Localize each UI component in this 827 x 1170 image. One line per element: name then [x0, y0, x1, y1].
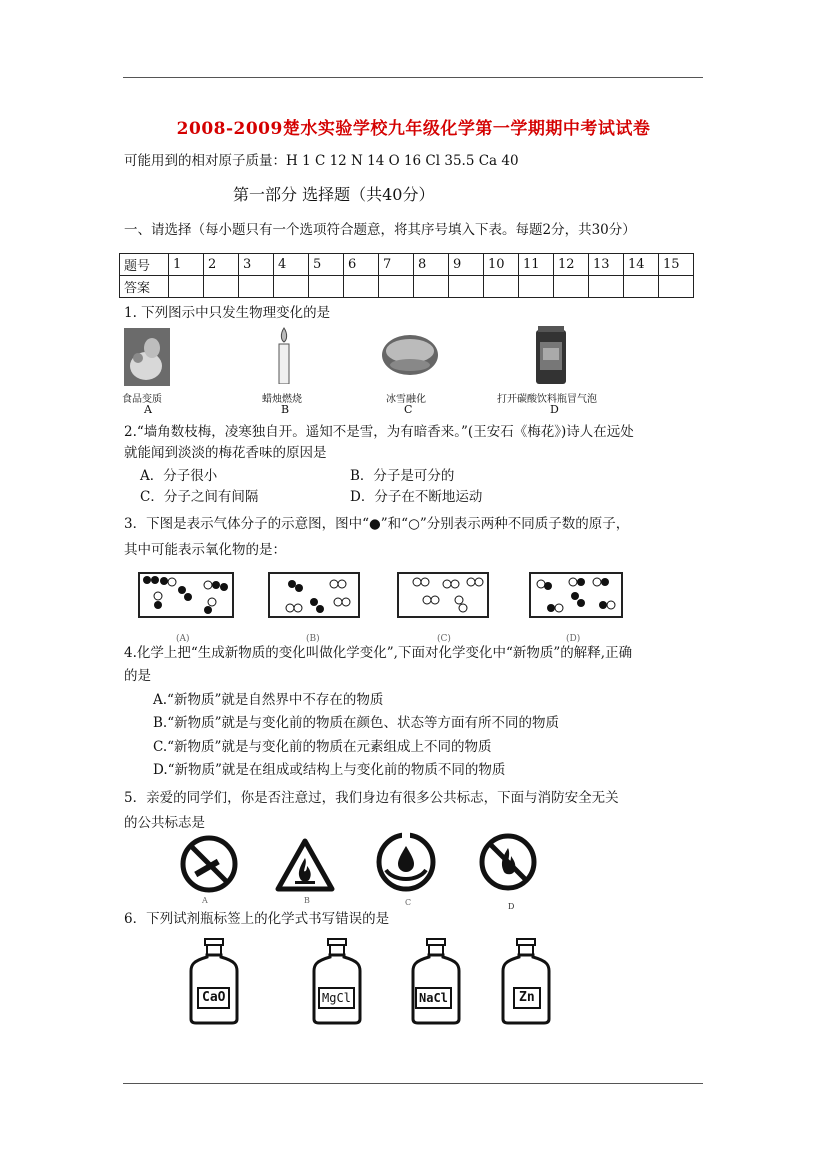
q-number-cell: 15 [659, 254, 694, 276]
row-label-number: 题号 [120, 254, 169, 276]
q1-caption-a: 食品变质 [122, 394, 162, 405]
q4-stem-line1: 4.化学上把“生成新物质的变化叫做化学变化”,下面对化学变化中“新物质”的解释,正确 [124, 645, 633, 661]
q5-letter-b: B [304, 896, 310, 905]
answer-cell[interactable] [239, 276, 274, 298]
q3-letter-b: (B) [306, 634, 320, 644]
q5-stem-line1: 5．亲爱的同学们，你是否注意过，我们身边有很多公共标志，下面与消防安全无关 [124, 790, 619, 806]
q2-option-b: B．分子是可分的 [350, 468, 455, 484]
q-number-cell: 3 [239, 254, 274, 276]
q3-molecule-box-c [397, 572, 489, 618]
bottle-icon [500, 937, 552, 1025]
answer-cell[interactable] [449, 276, 484, 298]
answer-cell[interactable] [589, 276, 624, 298]
q-number-cell: 4 [274, 254, 309, 276]
top-rule [123, 77, 703, 78]
q5-letter-a: A [202, 896, 208, 905]
q-number-cell: 2 [204, 254, 239, 276]
q5-stem-line2: 的公共标志是 [124, 815, 205, 831]
q5-letter-c: C [405, 898, 412, 907]
part1-instruction: 一、请选择（每小题只有一个选项符合题意，将其序号填入下表。每题2分，共30分） [124, 222, 636, 238]
q3-molecule-box-d [529, 572, 623, 618]
q2-stem-line1: 2.“墙角数枝梅，凌寒独自开。遥知不是雪，为有暗香来。”(王安石《梅花》)诗人在远处 [124, 424, 634, 440]
q3-stem-line1: 3．下图是表示气体分子的示意图，图中“●”和“○”分别表示两种不同质子数的原子， [124, 516, 630, 532]
q-number-cell: 5 [309, 254, 344, 276]
q3-stem-line2: 其中可能表示氧化物的是： [124, 542, 286, 558]
q1-candle-icon [272, 326, 296, 384]
q-number-cell: 11 [519, 254, 554, 276]
q1-photo-snow-melting [381, 331, 439, 377]
q1-photo-soda-bottle [528, 326, 574, 386]
bottle-icon [188, 937, 240, 1025]
bottle-label: Zn [513, 987, 541, 1009]
q4-stem-line2: 的是 [124, 668, 151, 684]
reagent-bottle-zn [500, 937, 552, 1025]
q-number-cell: 7 [379, 254, 414, 276]
reagent-bottle-cao [188, 937, 240, 1025]
bottle-icon [410, 937, 462, 1025]
bottle-icon [311, 937, 363, 1025]
q-number-cell: 10 [484, 254, 519, 276]
q1-caption-d: 打开碳酸饮料瓶冒气泡 [497, 394, 597, 405]
q-number-cell: 12 [554, 254, 589, 276]
answer-cell[interactable] [554, 276, 589, 298]
answer-cell[interactable] [344, 276, 379, 298]
q-number-cell: 13 [589, 254, 624, 276]
answer-cell[interactable] [624, 276, 659, 298]
q3-letter-c: (C) [437, 634, 451, 644]
q4-option-d: D.“新物质”就是在组成或结构上与变化前的物质不同的物质 [153, 762, 506, 778]
bottle-label: CaO [197, 987, 230, 1009]
q1-caption-c: 冰雪融化 [386, 394, 426, 405]
answer-cell[interactable] [379, 276, 414, 298]
q-number-cell: 8 [414, 254, 449, 276]
q1-letter-a: A [144, 403, 152, 416]
no-open-flame-sign-icon [478, 832, 538, 892]
q3-letter-d: (D) [566, 634, 581, 644]
reagent-bottle-nacl [410, 937, 462, 1025]
section-title: 第一部分 选择题（共40分） [233, 185, 435, 204]
q1-letter-d: D [550, 403, 559, 416]
q2-option-a: A．分子很小 [140, 468, 218, 484]
q2-option-c: C．分子之间有间隔 [140, 489, 259, 505]
q-number-cell: 14 [624, 254, 659, 276]
q2-stem-line2: 就能闻到淡淡的梅花香味的原因是 [124, 445, 327, 461]
q2-option-d: D．分子在不断地运动 [350, 489, 483, 505]
q1-stem: 1. 下列图示中只发生物理变化的是 [124, 305, 331, 321]
no-smoking-sign-icon [180, 835, 238, 893]
atomic-masses: 可能用到的相对原子质量：H 1 C 12 N 14 O 16 Cl 35.5 Ca 40 [124, 153, 519, 169]
q1-caption-b: 蜡烛燃烧 [262, 394, 302, 405]
q3-molecule-box-a [138, 572, 234, 618]
flammable-warning-sign-icon [275, 838, 335, 892]
answer-cell[interactable] [659, 276, 694, 298]
answer-cell[interactable] [519, 276, 554, 298]
q-number-cell: 6 [344, 254, 379, 276]
answer-cell[interactable] [484, 276, 519, 298]
q6-stem: 6．下列试剂瓶标签上的化学式书写错误的是 [124, 911, 390, 927]
answer-cell[interactable] [309, 276, 344, 298]
page-title: 2008-2009楚水实验学校九年级化学第一学期期中考试试卷 [176, 119, 651, 139]
q-number-cell: 1 [169, 254, 204, 276]
bottle-label: NaCl [415, 987, 452, 1009]
bottle-label: MgCl [318, 987, 355, 1009]
q3-molecule-box-b [268, 572, 360, 618]
q4-option-a: A.“新物质”就是自然界中不存在的物质 [153, 692, 384, 708]
answer-table [119, 253, 694, 298]
q4-option-c: C.“新物质”就是与变化前的物质在元素组成上不同的物质 [153, 739, 492, 755]
answer-cell[interactable] [414, 276, 449, 298]
answer-cell[interactable] [274, 276, 309, 298]
bottom-rule [123, 1083, 703, 1084]
q3-letter-a: (A) [176, 634, 190, 644]
q-number-cell: 9 [449, 254, 484, 276]
table-row [120, 276, 694, 298]
answer-cell[interactable] [204, 276, 239, 298]
table-row [120, 254, 694, 276]
row-label-answer: 答案 [120, 276, 169, 298]
reagent-bottle-mgcl [311, 937, 363, 1025]
q1-photo-food-spoiling [124, 328, 170, 386]
water-saving-sign-icon [374, 830, 438, 894]
q1-letter-b: B [281, 403, 290, 416]
answer-cell[interactable] [169, 276, 204, 298]
q1-letter-c: C [404, 403, 413, 416]
q4-option-b: B.“新物质”就是与变化前的物质在颜色、状态等方面有所不同的物质 [153, 715, 560, 731]
q5-letter-d: D [508, 902, 515, 911]
